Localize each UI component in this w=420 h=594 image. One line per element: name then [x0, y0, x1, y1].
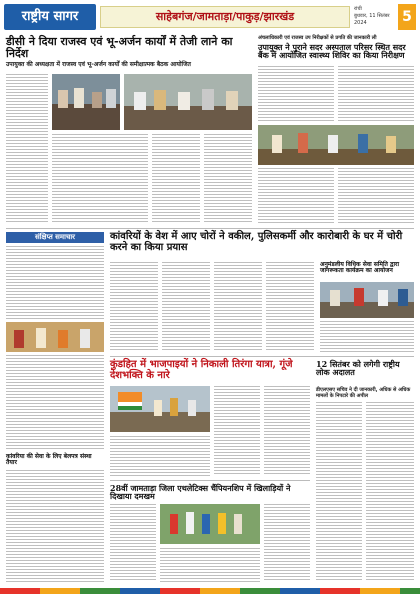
middle-body-col-1: [110, 262, 158, 352]
lead-photo-2: [124, 74, 252, 130]
lead-body-col-2: [52, 134, 148, 224]
athletics-body-col-3: [264, 504, 310, 582]
dateline-date: बुधवार, 11 सितंबर 2024: [354, 13, 390, 26]
edition-banner: [100, 6, 350, 28]
bottom-left-headline: कांवरिया की सेवा के लिए बेलपत्र संस्था तैयार: [6, 453, 92, 467]
kundahit-headline: कुंडहित में भाजपाइयों ने निकाली तिरंगा यात्रा, गूंजे देशभक्ति के नारे: [110, 359, 293, 381]
dateline-city: रांची: [354, 6, 362, 12]
right-mid-body: [320, 321, 414, 352]
lead-subhead: उपायुक्त की अध्यक्षता में राजस्व एवं भू-अर्जन कार्यों की समीक्षात्मक बैठक आयोजित: [6, 61, 191, 68]
dateline: [354, 6, 398, 28]
kundahit-photo: [110, 386, 210, 432]
briefs-header: संक्षिप्त समाचार: [6, 232, 104, 243]
top-right-body-col-3: [258, 168, 334, 224]
lead-photo-1: [52, 74, 120, 130]
edition-title: साहेबगंज/जामताड़ा/पाकुड़/झारखंड: [155, 10, 295, 23]
athletics-body-col-2: [160, 548, 260, 582]
top-right-photo: [258, 125, 414, 165]
lead-body-col-1: [6, 74, 48, 224]
lead-body-col-4: [204, 134, 252, 224]
kundahit-body-col-0: [110, 436, 210, 476]
top-right-body-col-2: [338, 66, 414, 122]
right-mid-photo: [320, 282, 414, 318]
middle-body-col-3: [214, 262, 262, 352]
athletics-headline: 28वीं जामताड़ा जिला एथलेटिक्स चैंपियनशिप में खिलाड़ियों ने दिखाया दमखम: [110, 483, 291, 502]
top-right-kicker: अंचलाधिकारी एवं राजस्व उप निरीक्षकों से प्रगति की जानकारी ली: [258, 35, 377, 41]
middle-body-col-2: [162, 262, 210, 352]
kundahit-body-col-2: [264, 386, 310, 476]
page-number-badge: 5: [398, 4, 416, 30]
athletics-photo: [160, 504, 260, 544]
top-right-headline: उपायुक्त ने पुराने सदर अस्पताल परिसर स्थित सदर बैंक में आयोजित स्वास्थ्य शिविर का किया निरीक्षण: [258, 42, 406, 61]
right-mid-headline: अनुमंडलीय विधिक सेवा समिति द्वारा जागरूकता कार्यक्रम का आयोजन: [320, 261, 400, 275]
lower-divider: [110, 480, 310, 481]
lok-adalat-body-col-2: [366, 402, 414, 582]
lead-body-col-3: [152, 134, 200, 224]
brief-photo: [6, 322, 104, 352]
brief-2-body: [6, 355, 104, 451]
section-divider: [6, 228, 414, 229]
color-strip-footer: [0, 588, 420, 594]
middle-headline: कांवरियों के वेश में आए चोरों ने वकील, पुलिसकर्मी और कारोबारी के घर में चोरी करने का किया प्रयास: [110, 231, 403, 253]
middle-body-col-4: [266, 262, 314, 352]
brief-3-body: [6, 470, 104, 582]
kundahit-body-col-1: [214, 386, 260, 476]
lok-adalat-body-col-1: [316, 402, 362, 582]
lead-headline: डीसी ने दिया राजस्व एवं भू-अर्जन कार्यों में तेजी लाने का निर्देश: [6, 35, 233, 60]
top-right-body-col-1: [258, 66, 334, 122]
brief-1-body: [6, 246, 104, 320]
lok-adalat-subhead: डीएलएसए सचिव ने दी जानकारी, अधिक से अधिक मामलों के निपटारे की अपील: [316, 387, 411, 399]
top-right-body-col-4: [338, 168, 414, 224]
masthead: [4, 4, 416, 30]
athletics-body-col-1: [110, 504, 156, 582]
lok-adalat-headline: 12 सितंबर को लगेगी राष्ट्रीय लोक अदालत: [316, 359, 400, 378]
brand-logo: [4, 4, 96, 30]
brand-name: राष्ट्रीय सागर: [21, 9, 79, 24]
mid-divider: [110, 356, 414, 357]
